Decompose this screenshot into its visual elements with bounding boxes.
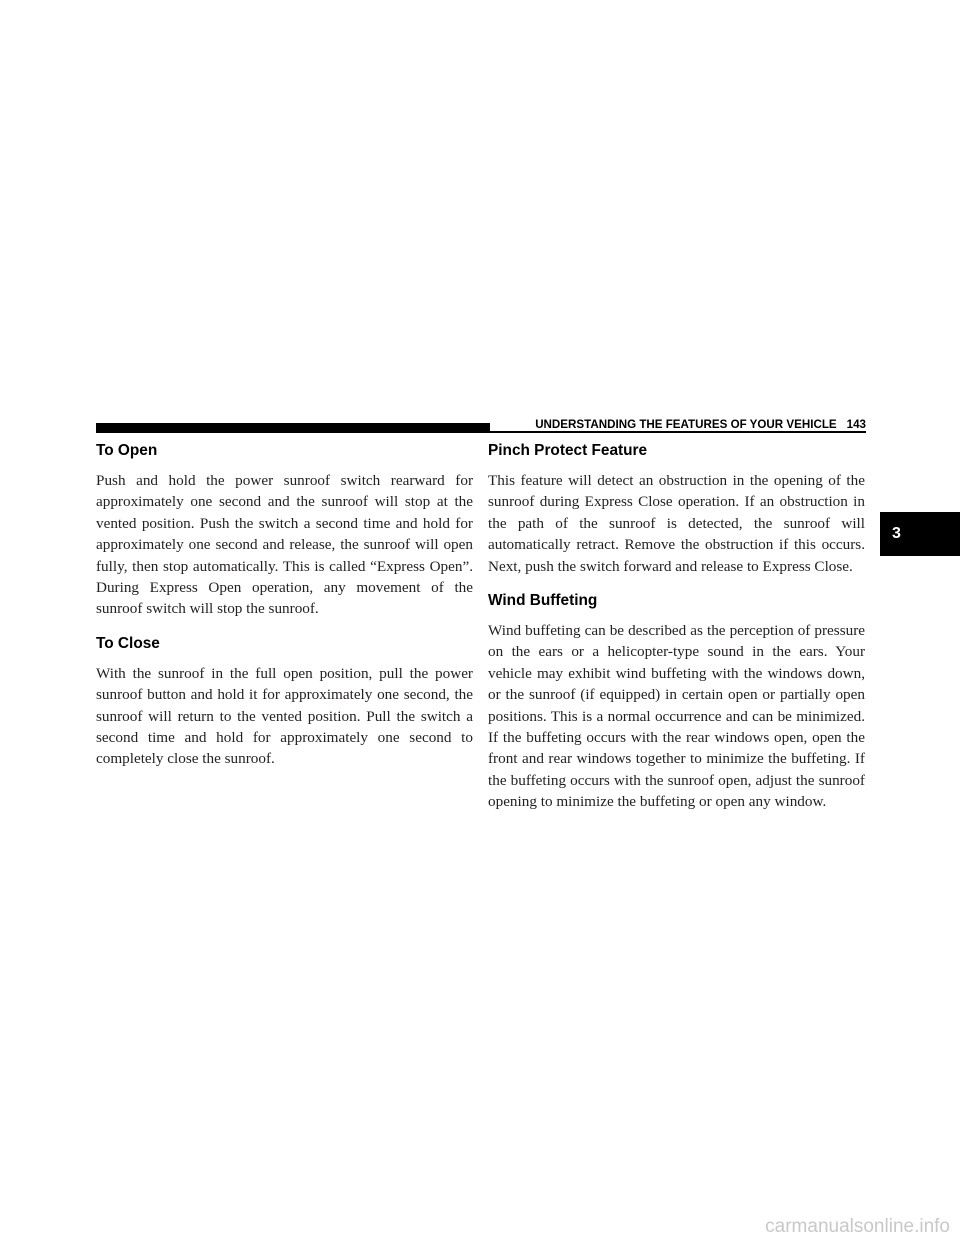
page-number: 143	[846, 418, 866, 431]
heading-to-close: To Close	[96, 634, 160, 652]
paragraph-to-open: Push and hold the power sunroof switch rearward for approximately one second and the sunroof will stop at the vented position. Push the switch a second time and hold for approximately one second and release, the sunroof will open fully, then stop automatically. This is called “Express Open”. During Express Open operation, any movement of the sunroof switch will stop the sunroof.	[96, 472, 473, 618]
paragraph-wind-buffeting: Wind buffeting can be described as the perception of pressure on the ears or a helicopter-type sound in the ears. Your vehicle may exhibit wind buffeting with the windows down, or the sunroof (if equipped) in certain open or partially open positions. This is a normal occurrence and can be minimized. If the buffeting occurs with the rear windows open, open the front and rear windows together to minimize the buffeting. If the buffeting occurs with the sunroof open, adjust the sunroof opening to minimize the buffeting or open any window.	[488, 622, 865, 811]
heading-wind-buffeting: Wind Buffeting	[488, 592, 598, 610]
chapter-tab: 3	[880, 512, 960, 556]
paragraph-to-close: With the sunroof in the full open position, pull the power sunroof button and hold it for approximately one second, the sunroof will return to the vented position. Pull the switch a second time and hold for approximately one second to completely close the sunroof.	[96, 664, 473, 768]
left-column	[96, 440, 473, 783]
heading-pinch-protect: Pinch Protect Feature	[488, 442, 648, 459]
watermark: carmanualsonline.info	[765, 1216, 950, 1237]
right-column	[488, 440, 865, 826]
running-header	[508, 417, 866, 433]
heading-to-open: To Open	[96, 442, 158, 459]
section-title: UNDERSTANDING THE FEATURES OF YOUR VEHICLE	[535, 418, 837, 431]
paragraph-pinch-protect: This feature will detect an obstruction in the opening of the sunroof during Express Close operation. If an obstruction in the path of the sunroof is detected, the sunroof will automatically retract. Remove the obstruction if this occurs. Next, push the switch forward and release to Express Close.	[488, 472, 865, 575]
